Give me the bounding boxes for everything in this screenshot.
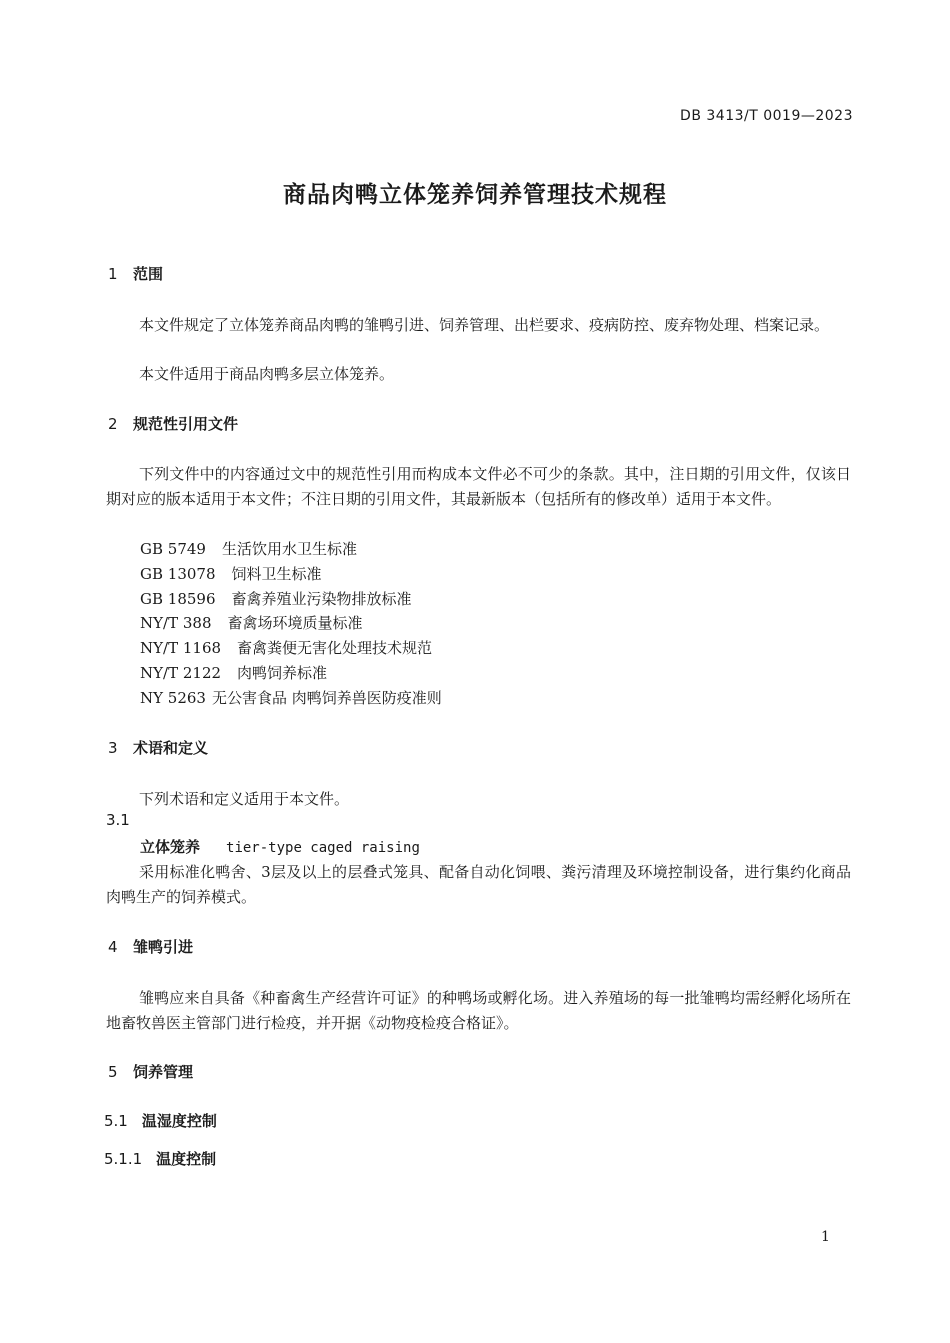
section-4-heading xyxy=(108,936,193,957)
term-definition: 采用标准化鸭舍、3层及以上的层叠式笼具、配备自动化饲喂、粪污清理及环境控制设备，进行集约化商品肉鸭生产的饲养模式。 xyxy=(106,863,851,906)
section-2-heading xyxy=(108,413,238,434)
section-number: 1 xyxy=(108,265,118,283)
reference-title: 生活饮用水卫生标准 xyxy=(221,540,357,558)
reference-title: 无公害食品 肉鸭饲养兽医防疫准则 xyxy=(211,689,442,707)
section-number: 4 xyxy=(108,938,118,956)
section-1-heading xyxy=(108,263,163,284)
subsection-5-1-heading xyxy=(104,1110,217,1131)
section-5-heading xyxy=(108,1061,193,1082)
section-title: 范围 xyxy=(133,265,164,283)
term-entry xyxy=(140,836,420,857)
reference-title: 饲料卫生标准 xyxy=(231,565,322,583)
reference-item xyxy=(140,662,327,683)
reference-code: NY/T 2122 xyxy=(140,664,222,682)
reference-item xyxy=(140,588,412,609)
section-1-paragraph-2: 本文件适用于商品肉鸭多层立体笼养。 xyxy=(139,365,395,383)
reference-item xyxy=(140,637,432,658)
reference-item xyxy=(140,612,363,633)
reference-code: GB 5749 xyxy=(140,540,206,558)
section-2-intro: 下列文件中的内容通过文中的规范性引用而构成本文件必不可少的条款。其中，注日期的引用文件，仅该日期对应的版本适用于本文件；不注日期的引用文件，其最新版本（包括所有的修改单）适用于本文件。 xyxy=(106,465,851,508)
reference-item xyxy=(140,538,357,559)
reference-code: NY/T 388 xyxy=(140,614,212,632)
document-number: DB 3413/T 0019—2023 xyxy=(680,108,853,124)
subsection-title: 温度控制 xyxy=(156,1150,217,1168)
section-number: 5 xyxy=(108,1063,118,1081)
section-title: 术语和定义 xyxy=(133,739,209,757)
term-chinese: 立体笼养 xyxy=(140,838,201,856)
reference-code: GB 13078 xyxy=(140,565,216,583)
reference-title: 畜禽养殖业污染物排放标准 xyxy=(231,590,412,608)
reference-code: NY 5263 xyxy=(140,689,206,707)
page-number: 1 xyxy=(821,1229,830,1245)
reference-code: GB 18596 xyxy=(140,590,216,608)
section-3-intro: 下列术语和定义适用于本文件。 xyxy=(139,790,350,808)
section-number: 3 xyxy=(108,739,118,757)
document-title: 商品肉鸭立体笼养饲养管理技术规程 xyxy=(283,182,667,208)
section-title: 雏鸭引进 xyxy=(133,938,194,956)
subsection-5-1-1-heading xyxy=(104,1148,216,1169)
term-english: tier-type caged raising xyxy=(226,840,420,856)
subsection-number: 5.1.1 xyxy=(104,1150,143,1168)
reference-item xyxy=(140,563,322,584)
reference-title: 畜禽场环境质量标准 xyxy=(227,614,363,632)
reference-title: 肉鸭饲养标准 xyxy=(237,664,328,682)
section-4-paragraph-1: 雏鸭应来自具备《种畜禽生产经营许可证》的种鸭场或孵化场。进入养殖场的每一批雏鸭均需经孵化场所在地畜牧兽医主管部门进行检疫，并开据《动物疫检疫合格证》。 xyxy=(106,989,851,1032)
reference-code: NY/T 1168 xyxy=(140,639,222,657)
section-1-paragraph-1: 本文件规定了立体笼养商品肉鸭的雏鸭引进、饲养管理、出栏要求、疫病防控、废弃物处理、档案记录。 xyxy=(139,316,830,334)
section-number: 2 xyxy=(108,415,118,433)
section-3-heading xyxy=(108,737,208,758)
subsection-title: 温湿度控制 xyxy=(141,1112,217,1130)
reference-title: 畜禽粪便无害化处理技术规范 xyxy=(237,639,433,657)
reference-item xyxy=(140,687,442,708)
section-title: 饲养管理 xyxy=(133,1063,194,1081)
subsection-number: 5.1 xyxy=(104,1112,128,1130)
section-title: 规范性引用文件 xyxy=(133,415,239,433)
term-number: 3.1 xyxy=(106,811,130,829)
